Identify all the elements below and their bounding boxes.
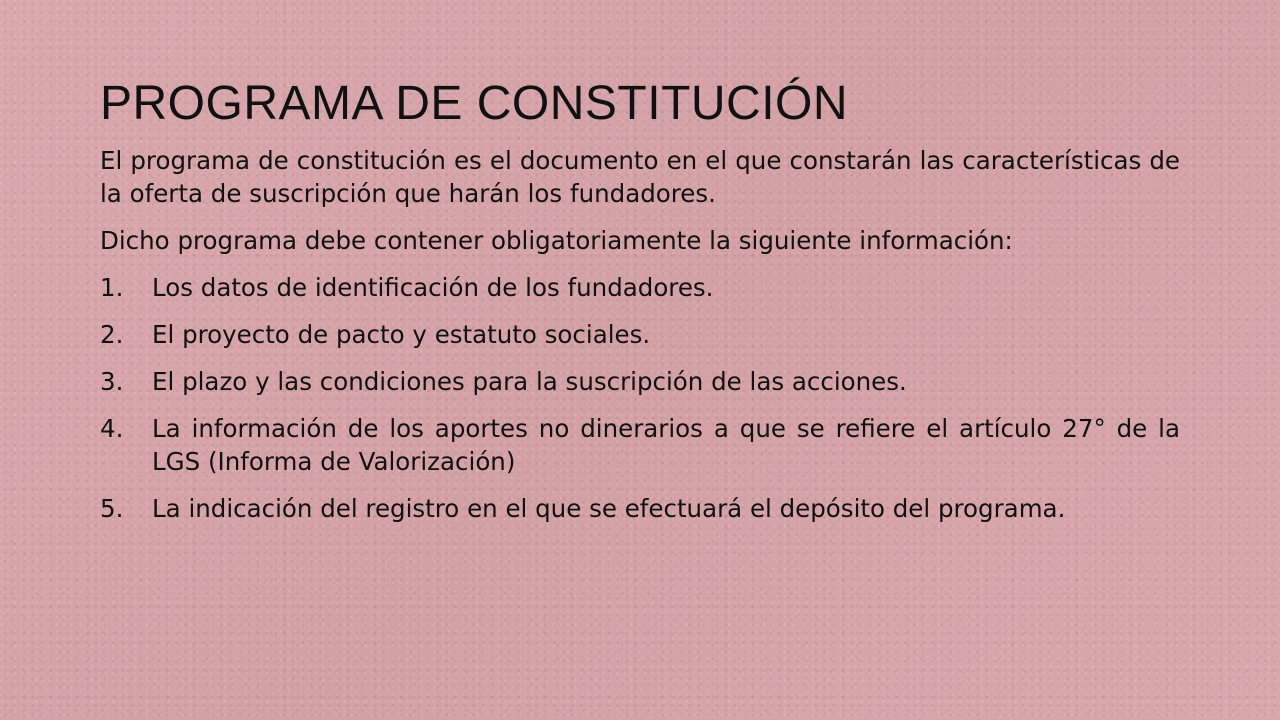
requirement-paragraph: Dicho programa debe contener obligatoriamente la siguiente información: [100, 226, 1013, 255]
list-item-number: 2. [100, 320, 124, 349]
list-item [100, 492, 1180, 525]
list-item-text: La indicación del registro en el que se efectuará el depósito del programa. [152, 494, 1066, 523]
list-item-text: La información de los aportes no dinerarios a que se refiere el artículo 27° de la LGS (Informa de Valorización) [152, 414, 1180, 476]
list-item-text: Los datos de identificación de los fundadores. [152, 273, 714, 302]
list-item-number: 3. [100, 367, 124, 396]
list-item [100, 271, 1180, 304]
list-item-number: 1. [100, 273, 124, 302]
list-item [100, 412, 1180, 478]
intro-paragraph: El programa de constitución es el documento en el que constarán las características de la oferta de suscripción que harán los fundadores. [100, 146, 1180, 208]
list-item [100, 318, 1180, 351]
slide [100, 72, 1180, 692]
requirements-list [100, 271, 1180, 525]
slide-title: PROGRAMA DE CONSTITUCIÓN [100, 77, 849, 130]
list-item-number: 5. [100, 494, 124, 523]
list-item-number: 4. [100, 414, 124, 443]
list-item [100, 365, 1180, 398]
list-item-text: El proyecto de pacto y estatuto sociales. [152, 320, 651, 349]
list-item-text: El plazo y las condiciones para la suscripción de las acciones. [152, 367, 907, 396]
